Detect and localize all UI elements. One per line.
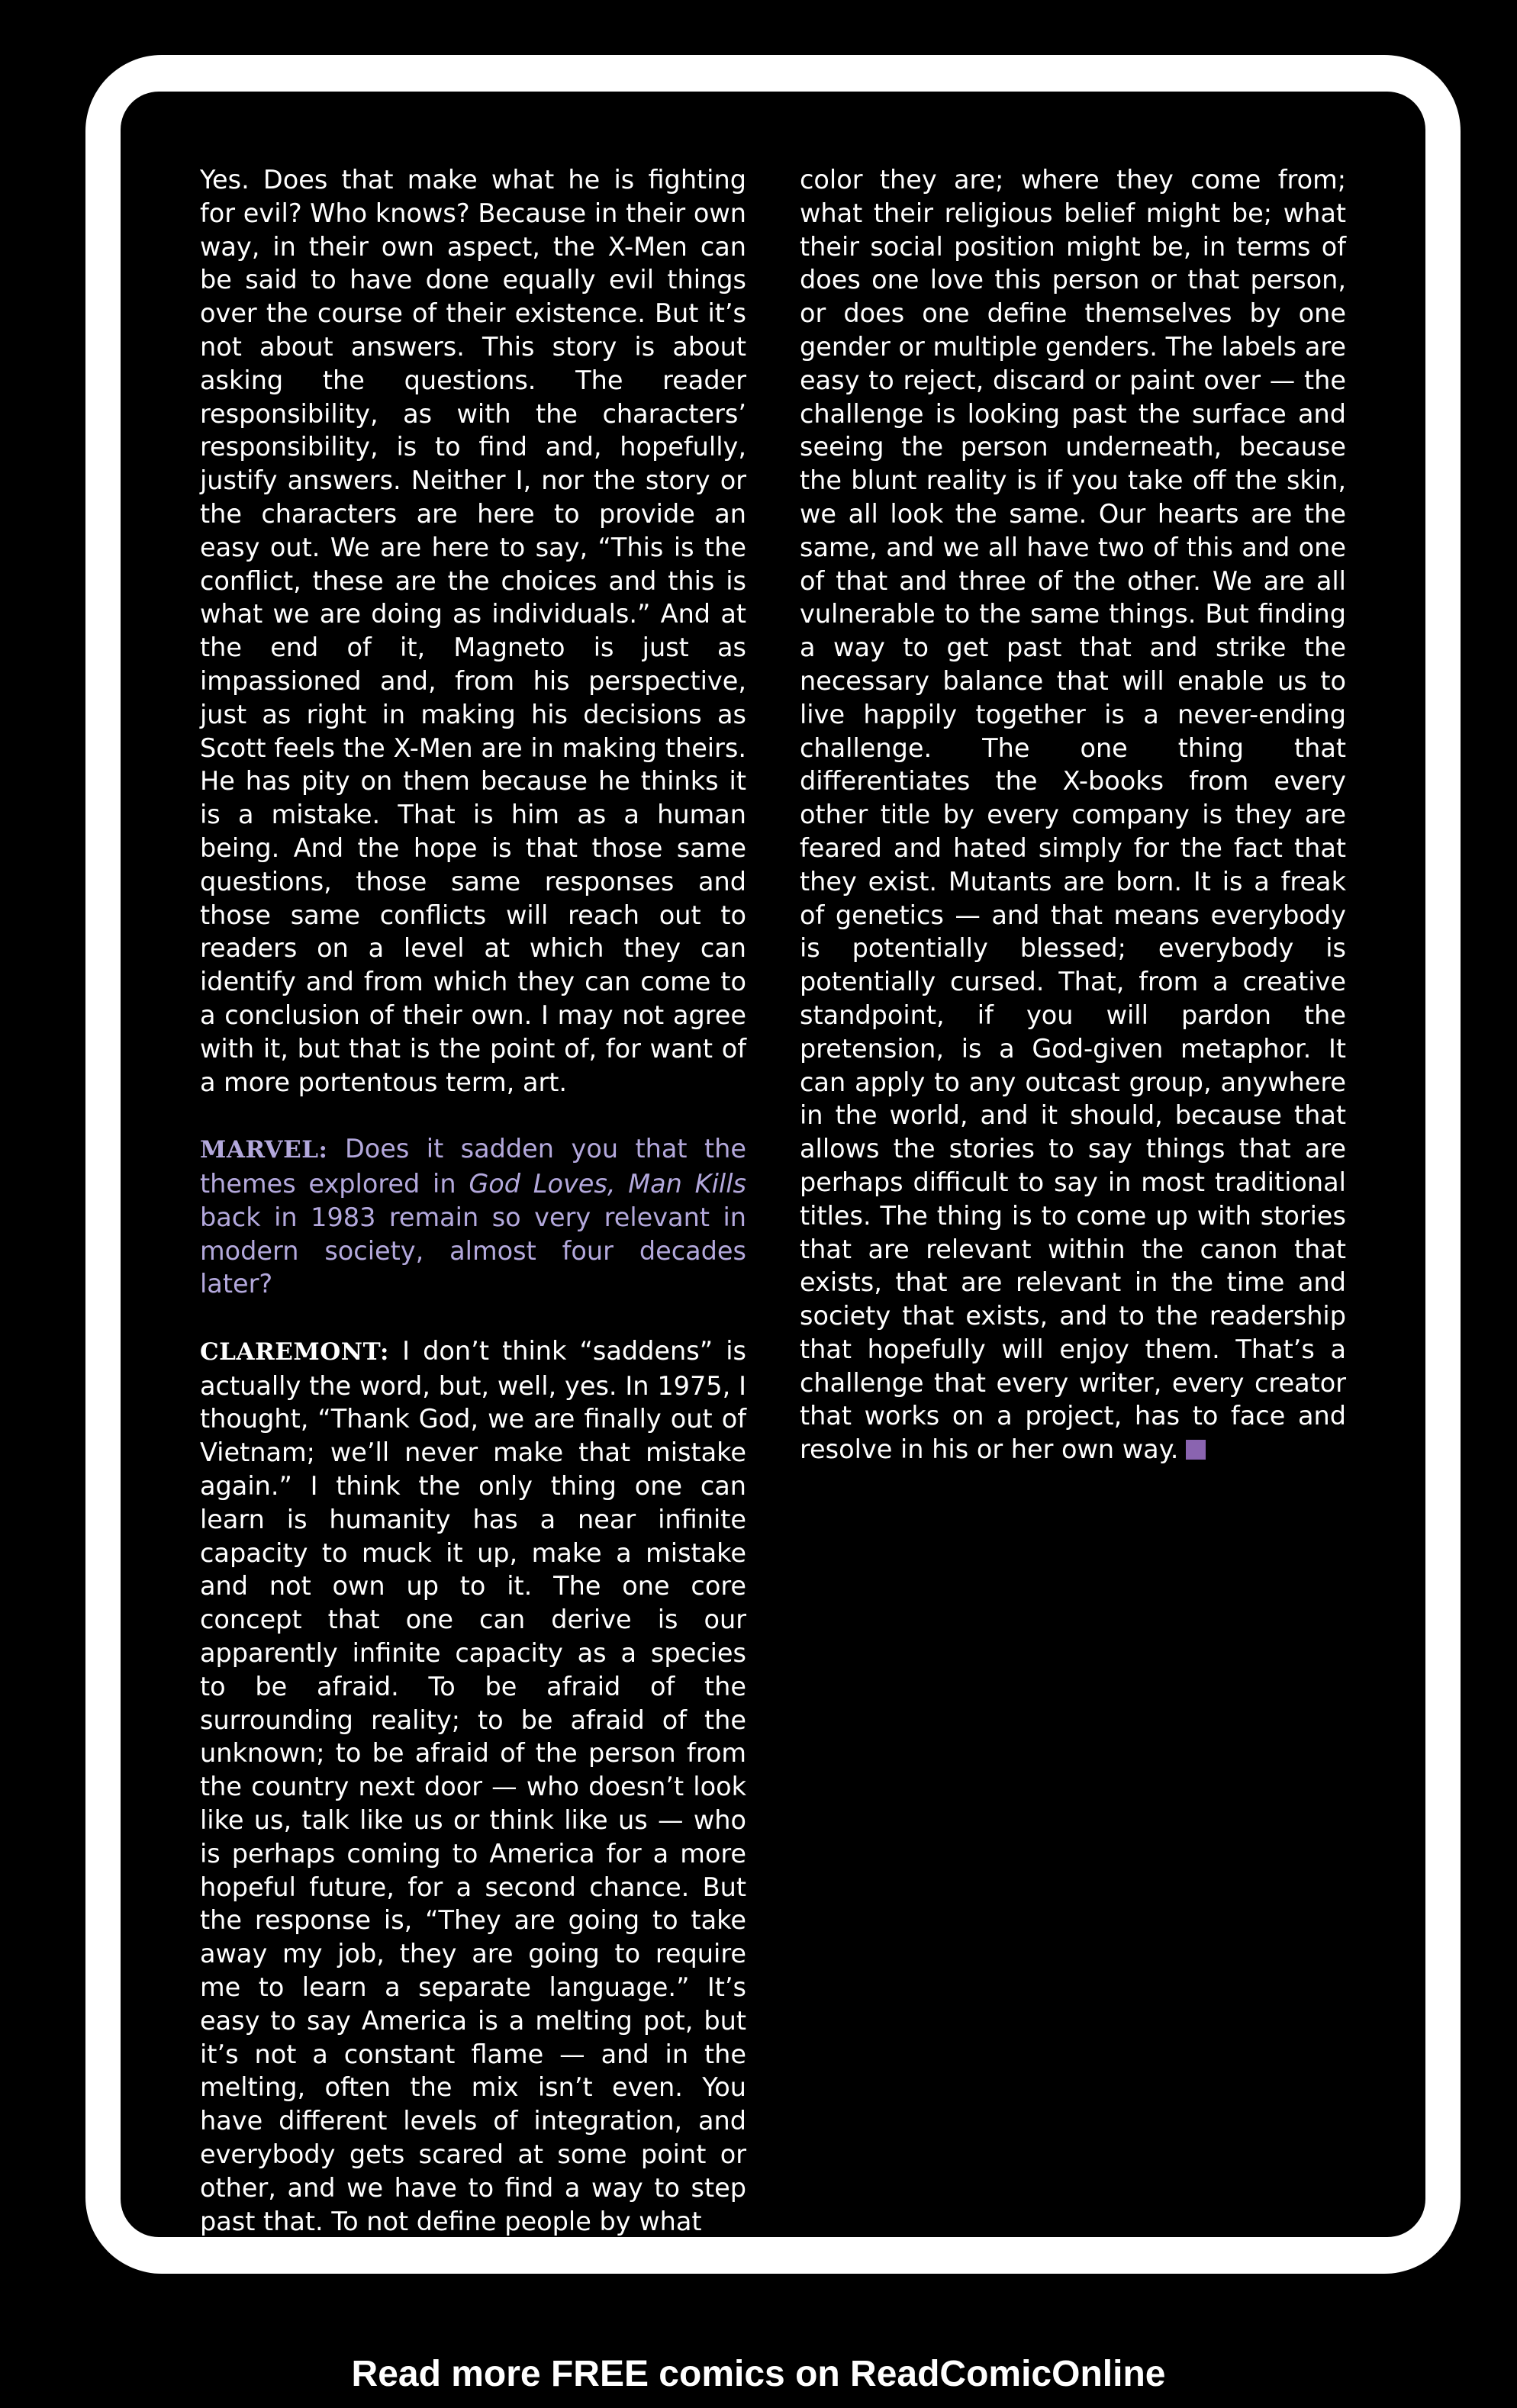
paragraph-answer-conclusion: [800, 163, 1346, 1466]
question-speaker: MARVEL:: [200, 1136, 328, 1164]
question-text-2: back in 1983 remain so very relevant in modern society, almost four decades later?: [200, 1202, 746, 1299]
question-book-title: God Loves, Man Kills: [469, 1168, 746, 1199]
paragraph-answer-continued: Yes. Does that make what he is fighting for evil? Who knows? Because in their own way, in their own aspect, the X-Men can be said to have done equally evil things over the course of their existence. But it’s not about answers. This story is about asking the questions. The reader responsibility, as with the characters’ responsibility, is to find and, hopefully, justify answers. Neither I, nor the story or the characters are here to provide an easy out. We are here to say, “This is the conflict, these are the choices and this is what we are doing as individuals.” And at the end of it, Magneto is just as impassioned and, from his perspective, just as right in making his decisions as Scott feels the X-Men are in making theirs. He has pity on them because he thinks it is a mistake. That is him as a human being. And the hope is that those same questions, those same responses and those same conflicts will reach out to readers on a level at which they can identify and from which they can come to a conclusion of their own. I may not agree with it, but that is the point of, for want of a more portentous term, art.: [200, 165, 746, 1097]
article-column-left: [200, 163, 746, 2238]
question-text-1: Does it sadden you that the themes explored in: [200, 1134, 746, 1199]
answer-speaker: CLAREMONT:: [200, 1338, 389, 1366]
end-mark-icon: [1186, 1440, 1206, 1460]
answer-text: I don’t think “saddens” is actually the word, but, well, yes. In 1975, I thought, “Thank God, we are finally out of Vietnam; we’ll never make that mistake again.” I think the only thing one can learn is humanity has a near infinite capacity to muck it up, make a mistake and not own up to it. The one core concept that one can derive is our apparently infinite capacity as a species to be afraid. To be afraid of the surrounding reality; to be afraid of the unknown; to be afraid of the person from the country next door — who doesn’t look like us, talk like us or think like us — who is perhaps coming to America for a more hopeful future, for a second chance. But the response is, “They are going to take away my job, they are going to require me to learn a separate language.” It’s easy to say America is a melting pot, but it’s not a constant flame — and in the melting, often the mix isn’t even. You have different levels of integration, and everybody gets scared at some point or other, and we have to find a way to step past that. To not define people by what: [200, 1335, 746, 2236]
interview-question: [200, 1132, 746, 1301]
answer-conclusion-text: color they are; where they come from; what their religious belief might be; what their social position might be, in terms of does one love this person or that person, or does one define themselves by one gender or multiple genders. The labels are easy to reject, discard or paint over — the challenge is looking past the surface and seeing the person underneath, because the blunt reality is if you take off the skin, we all look the same. Our hearts are the same, and we all have two of this and one of that and three of the other. We are all vulnerable to the same things. But finding a way to get past that and strike the necessary balance that will enable us to live happily together is a never-ending challenge. The one thing that differentiates the X-books from every other title by every company is they are feared and hated simply for the fact that they exist. Mutants are born. It is a freak of genetics — and that means everybody is potentially blessed; everybody is potentially cursed. That, from a creative standpoint, if you will pardon the pretension, is a God-given metaphor. It can apply to any outcast group, anywhere in the world, and it should, because that allows the stories to say things that are perhaps difficult to say in most traditional titles. The thing is to come up with stories that are relevant within the canon that exists, that are relevant in the time and society that exists, and to the readership that hopefully will enjoy them. That’s a challenge that every writer, every creator that works on a project, has to face and resolve in his or her own way.: [800, 165, 1346, 1465]
promo-footer: Read more FREE comics on ReadComicOnline: [351, 2354, 1166, 2394]
interview-answer: [200, 1334, 746, 2239]
article-column-right: [800, 163, 1346, 1466]
